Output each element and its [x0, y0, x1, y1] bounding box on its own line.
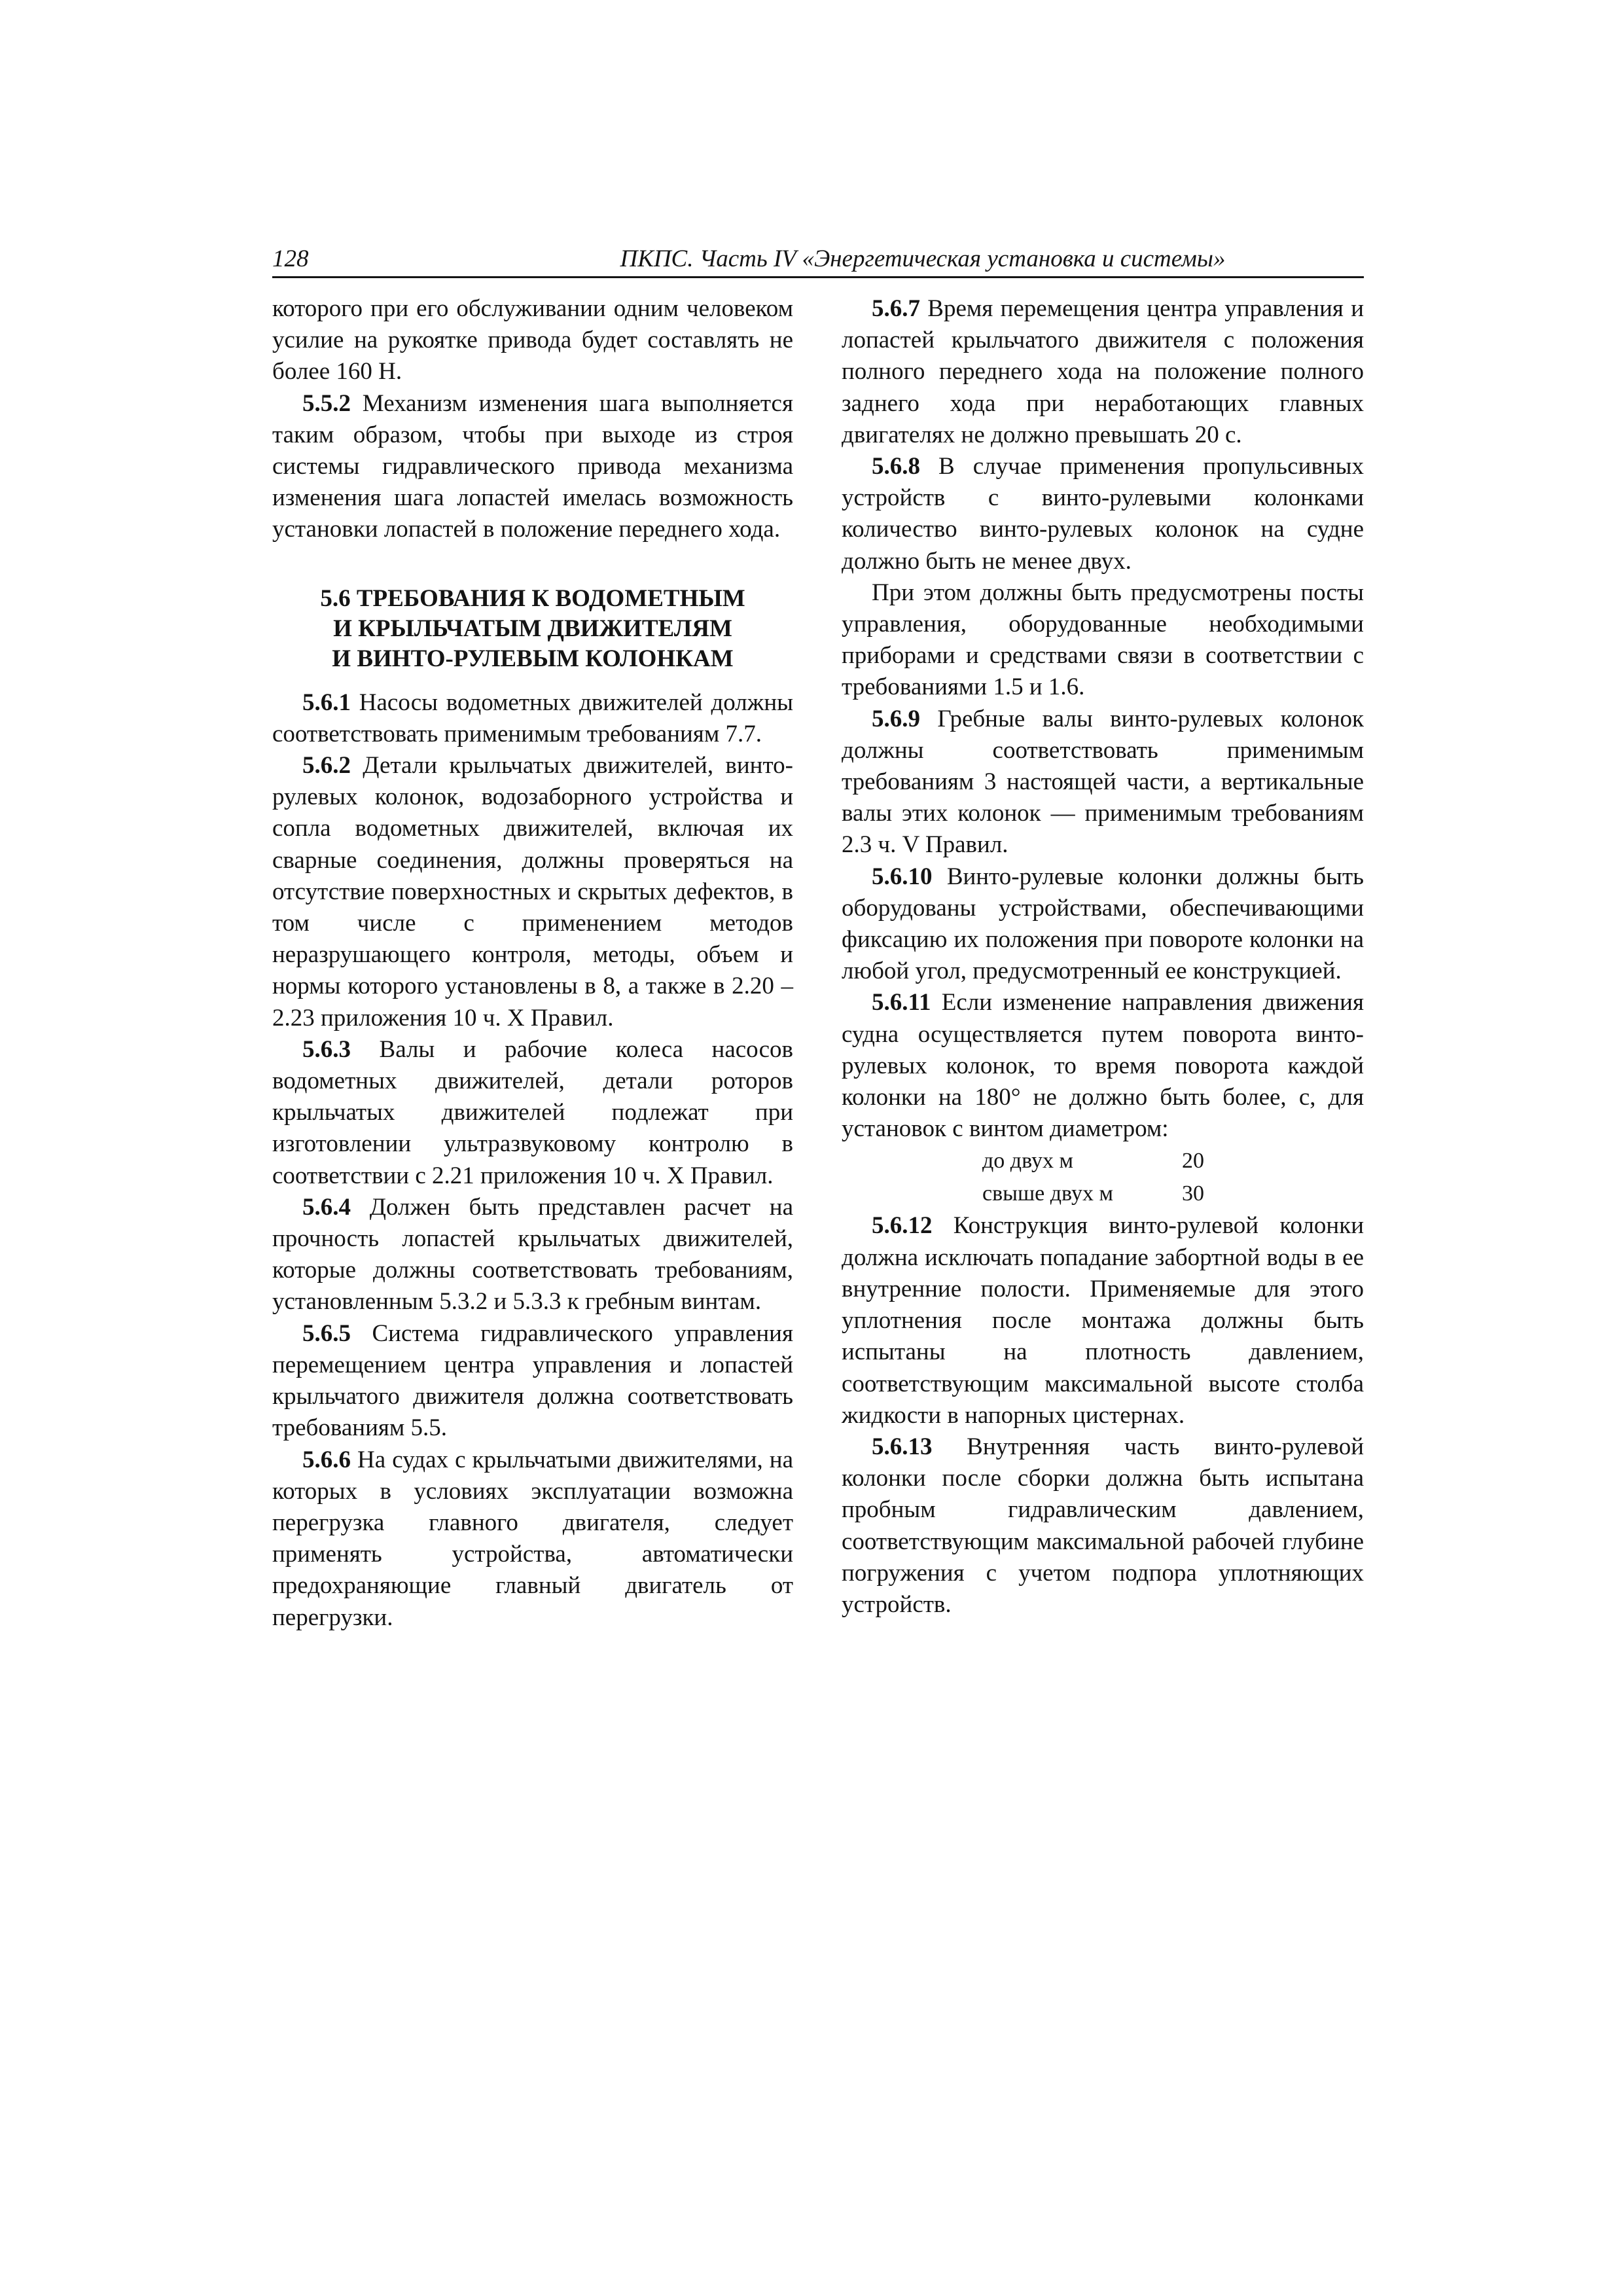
- clause-number: 5.6.4: [302, 1193, 351, 1221]
- clause-number: 5.6.2: [302, 752, 351, 780]
- paragraph-5-6-2: [272, 750, 793, 1034]
- clause-text: Гребные валы винто-рулевых колонок должны соответствовать применимым требованиям 3 настоящей части, а вертикальные валы этих колонок — применимым требованиям 2.3 ч. V Правил.: [842, 705, 1364, 859]
- section-heading-line: 5.6 ТРЕБОВАНИЯ К ВОДОМЕТНЫМ: [320, 584, 745, 612]
- clause-text: На судах с крыльчатыми движителями, на которых в условиях эксплуатации возможна перегрузка главного двигателя, следует применять устройства, автоматически предохраняющие главный двигатель от перегрузки.: [272, 1446, 793, 1631]
- clause-text: Время перемещения центра управления и лопастей крыльчатого движителя с положения полного переднего хода на положение полного заднего хода при неработающих главных двигателях не должно превышать 20 с.: [842, 295, 1364, 448]
- clause-text: Внутренняя часть винто-рулевой колонки после сборки должна быть испытана пробным гидравлическим давлением, соответствующим максимальной рабочей глубине погружения с учетом подпора уплотняющих устройств.: [842, 1433, 1364, 1618]
- clause-text: Должен быть представлен расчет на прочность лопастей крыльчатых движителей, которые должны соответствовать требованиям, установленным 5.3.2 и 5.3.3 к гребным винтам.: [272, 1193, 793, 1316]
- table-cell-label: свыше двух м: [982, 1181, 1113, 1206]
- page-header: [272, 242, 1364, 278]
- clause-text: Валы и рабочие колеса насосов водометных движителей, детали роторов крыльчатых движителей подлежат при изготовлении ультразвуковому контролю в соответствии с 2.21 приложения 10 ч. X Правил.: [272, 1035, 793, 1189]
- diameter-table: [982, 1145, 1204, 1210]
- clause-text: Насосы водометных движителей должны соответствовать применимым требованиям 7.7.: [272, 689, 793, 747]
- paragraph-5-6-3: [272, 1034, 793, 1192]
- table-row: [982, 1145, 1204, 1177]
- clause-number: 5.6.9: [872, 705, 920, 732]
- clause-text: Винто-рулевые колонки должны быть оборудованы устройствами, обеспечивающими фиксацию их положения при повороте колонки на любой угол, предусмотренный ее конструкцией.: [842, 863, 1364, 985]
- paragraph-5-6-7: [842, 293, 1364, 451]
- clause-text: В случае применения пропульсивных устройств с винто-рулевыми колонками количество винто-рулевых колонок на судне должно быть не менее двух.: [842, 453, 1364, 575]
- section-heading: [272, 584, 793, 674]
- clause-text: Конструкция винто-рулевой колонки должна исключать попадание забортной воды в ее внутренние полости. Применяемые для этого уплотнения после монтажа должны быть испытаны на плотность давлением, соответствующим максимальной высоте столба жидкости в напорных цистернах.: [842, 1212, 1364, 1429]
- paragraph-5-6-4: [272, 1192, 793, 1318]
- paragraph-5-6-10: [842, 861, 1364, 988]
- paragraph-5-6-6: [272, 1444, 793, 1634]
- page-number: 128: [272, 245, 309, 272]
- clause-number: 5.5.2: [302, 389, 351, 417]
- clause-number: 5.6.10: [872, 863, 933, 890]
- clause-text: Если изменение направления движения судна осуществляется путем поворота винто-рулевых колонок, то время поворота каждой колонки на 180° не должно быть более, с, для установок с винтом диаметром:: [842, 989, 1364, 1143]
- clause-number: 5.6.5: [302, 1319, 351, 1347]
- table-cell-label: до двух м: [982, 1149, 1074, 1174]
- clause-text: Механизм изменения шага выполняется таким образом, чтобы при выходе из строя системы гидравлического привода механизма изменения шага лопастей имелась возможность установки лопастей в положение переднего хода.: [272, 389, 793, 543]
- clause-text: Система гидравлического управления перемещением центра управления и лопастей крыльчатого движителя должна соответствовать требованиям 5.5.: [272, 1319, 793, 1442]
- clause-number: 5.6.7: [872, 295, 920, 322]
- paragraph-5-6-5: [272, 1318, 793, 1444]
- clause-number: 5.6.12: [872, 1212, 933, 1240]
- paragraph-5-6-12: [842, 1210, 1364, 1431]
- left-column: [272, 293, 793, 1634]
- paragraph-5-6-8-continued: При этом должны быть предусмотрены посты управления, оборудованные необходимыми приборами и средствами связи в соответствии с требованиями 1.5 и 1.6.: [842, 579, 1364, 701]
- section-heading-line: И КРЫЛЬЧАТЫМ ДВИЖИТЕЛЯМ: [333, 615, 732, 642]
- clause-text: Детали крыльчатых движителей, винто-рулевых колонок, водозаборного устройства и сопла водометных движителей, включая их сварные соединения, должны проверяться на отсутствие поверхностных и скрытых дефектов, в том числе с применением методов неразрушающего контроля, методы, объем и нормы которого установлены в 8, а также в 2.20 – 2.23 приложения 10 ч. X Правил.: [272, 752, 793, 1031]
- paragraph-5-6-11: [842, 987, 1364, 1145]
- clause-number: 5.6.3: [302, 1035, 351, 1063]
- paragraph-5-6-13: [842, 1431, 1364, 1621]
- paragraph-5-6-9: [842, 704, 1364, 861]
- clause-number: 5.6.11: [872, 989, 931, 1016]
- clause-number: 5.6.8: [872, 453, 920, 480]
- clause-number: 5.6.1: [302, 689, 351, 716]
- right-column: [842, 293, 1364, 1621]
- clause-number: 5.6.13: [872, 1433, 933, 1460]
- paragraph-5-6-8: [842, 451, 1364, 577]
- running-title: ПКПС. Часть IV «Энергетическая установка и системы»: [620, 245, 1226, 272]
- paragraph-5-6-1: [272, 687, 793, 750]
- paragraph-continuation: которого при его обслуживании одним человеком усилие на рукоятке привода будет составлять не более 160 Н.: [272, 295, 793, 386]
- table-cell-value: 30: [1182, 1181, 1204, 1206]
- paragraph-5-5-2: [272, 388, 793, 546]
- table-row: [982, 1177, 1204, 1210]
- clause-number: 5.6.6: [302, 1446, 351, 1473]
- table-cell-value: 20: [1182, 1149, 1204, 1174]
- section-heading-line: И ВИНТО-РУЛЕВЫМ КОЛОНКАМ: [332, 645, 734, 672]
